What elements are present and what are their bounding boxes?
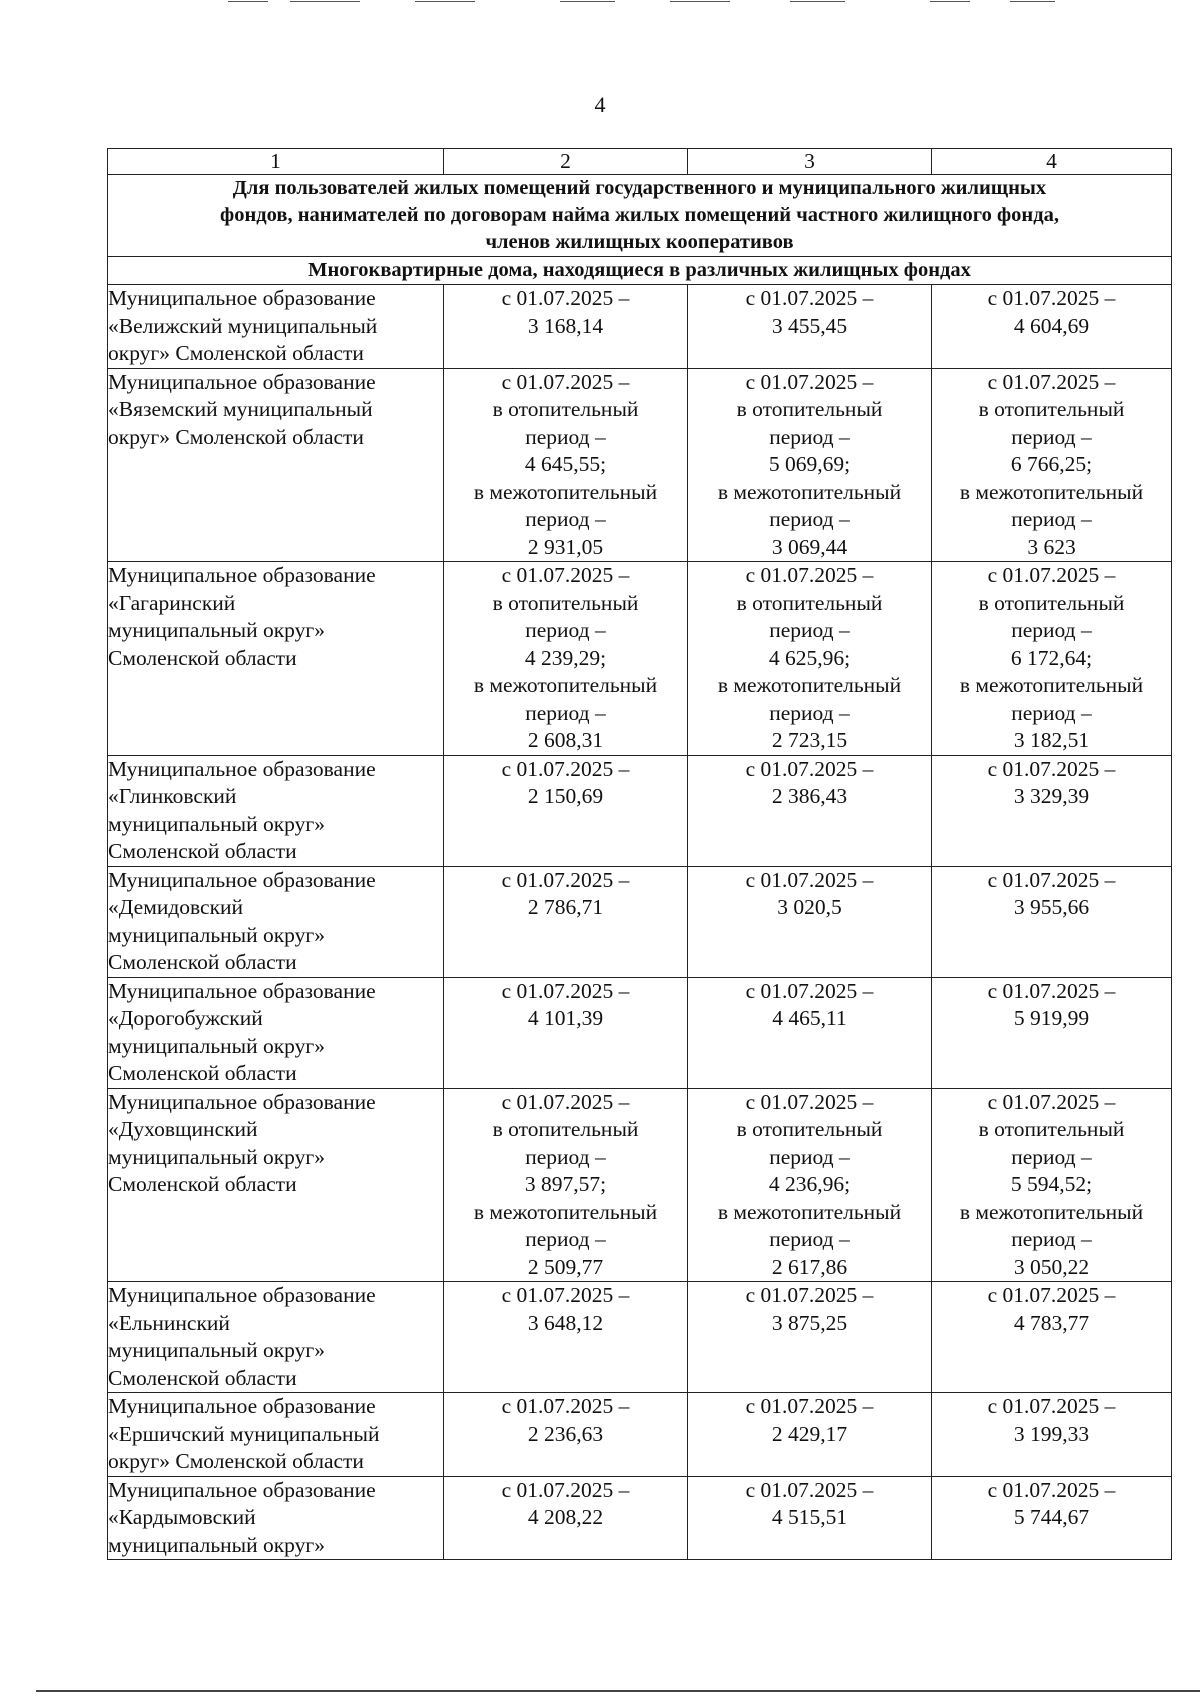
value-line: в отопительный	[492, 590, 639, 615]
municipality-name-line: Смоленской области	[108, 645, 297, 670]
table-row	[108, 1393, 1172, 1477]
value-line: период –	[525, 618, 606, 642]
value-line: с 01.07.2025 –	[987, 1477, 1116, 1502]
section-title-line: членов жилищных кооперативов	[485, 231, 794, 253]
municipality-name-cell	[108, 977, 444, 1088]
value-line: с 01.07.2025 –	[987, 1089, 1116, 1114]
value-line: 4 239,29;	[524, 645, 607, 670]
municipality-name-cell	[108, 285, 444, 369]
value-line: 6 766,25;	[1010, 452, 1093, 476]
value-line: с 01.07.2025 –	[501, 756, 630, 781]
value-line: с 01.07.2025 –	[987, 563, 1116, 587]
value-cell-col3	[688, 977, 932, 1088]
municipality-name-cell	[108, 1282, 444, 1393]
value-line: с 01.07.2025 –	[987, 978, 1116, 1003]
value-line: с 01.07.2025 –	[745, 369, 874, 394]
value-line: 4 625,96;	[768, 645, 851, 670]
value-line: с 01.07.2025 –	[745, 1477, 874, 1502]
value-line: 2 429,17	[771, 1421, 848, 1446]
value-line: 2 931,05	[527, 534, 604, 559]
value-line: период –	[1011, 1144, 1092, 1169]
value-line: с 01.07.2025 –	[987, 286, 1116, 310]
value-line: 4 465,11	[772, 1006, 847, 1030]
municipality-name-line: Смоленской области	[108, 1365, 297, 1390]
value-line: 2 608,31	[527, 728, 604, 752]
municipality-name-line: «Вяземский муниципальный	[108, 397, 373, 421]
section-title-line: Для пользователей жилых помещений государственного и муниципального жилищных	[232, 177, 1047, 199]
value-line: с 01.07.2025 –	[501, 286, 630, 310]
value-cell-col4	[932, 562, 1172, 756]
value-cell-col4	[932, 977, 1172, 1088]
value-line: в отопительный	[492, 1117, 639, 1141]
page-number: 4	[594, 92, 606, 117]
value-line: 4 645,55;	[524, 452, 607, 476]
column-number: 1	[108, 149, 444, 175]
municipality-name-cell	[108, 866, 444, 977]
value-line: 2 150,69	[527, 784, 604, 808]
value-line: в межотопительный	[717, 673, 902, 697]
value-cell-col2	[444, 368, 688, 562]
value-line: период –	[769, 1227, 850, 1251]
value-line: с 01.07.2025 –	[501, 978, 630, 1003]
column-number: 2	[444, 149, 688, 175]
municipality-name-cell	[108, 1393, 444, 1477]
municipality-name-line: «Дорогобужский	[108, 1006, 263, 1030]
municipality-name-line: муниципальный округ»	[108, 1532, 325, 1557]
value-line: в межотопительный	[959, 479, 1144, 504]
value-line: 4 515,51	[771, 1505, 848, 1529]
value-cell-col4	[932, 368, 1172, 562]
municipality-name-line: Муниципальное образование	[108, 978, 376, 1003]
value-line: 3 020,5	[777, 895, 842, 919]
value-line: с 01.07.2025 –	[745, 1283, 874, 1307]
value-cell-col3	[688, 1088, 932, 1282]
value-line: период –	[1011, 700, 1092, 725]
value-line: период –	[525, 700, 606, 725]
value-line: с 01.07.2025 –	[987, 1394, 1116, 1418]
value-line: с 01.07.2025 –	[501, 1283, 630, 1307]
municipality-name-line: Муниципальное образование	[108, 867, 376, 892]
municipality-name-line: Смоленской области	[108, 950, 297, 974]
municipality-name-line: Муниципальное образование	[108, 1283, 376, 1307]
value-line: 2 386,43	[771, 784, 848, 808]
value-cell-col3	[688, 1476, 932, 1560]
value-line: в межотопительный	[473, 1199, 658, 1224]
tariff-table-body	[108, 149, 1172, 1560]
subsection-title: Многоквартирные дома, находящиеся в различных жилищных фондах	[108, 257, 1172, 285]
value-line: 3 199,33	[1013, 1421, 1090, 1446]
value-line: с 01.07.2025 –	[745, 1394, 874, 1418]
municipality-name-line: «Кардымовский	[108, 1505, 256, 1529]
value-line: 5 069,69;	[768, 452, 851, 476]
value-cell-col3	[688, 1393, 932, 1477]
table-row	[108, 368, 1172, 562]
value-cell-col4	[932, 1476, 1172, 1560]
value-line: в отопительный	[978, 397, 1125, 421]
value-line: 3 168,14	[527, 313, 604, 338]
value-line: с 01.07.2025 –	[745, 978, 874, 1003]
value-line: 3 455,45	[771, 313, 848, 338]
municipality-name-line: Смоленской области	[108, 1172, 297, 1196]
table-row	[108, 755, 1172, 866]
municipality-name-line: «Гагаринский	[108, 590, 236, 615]
value-line: с 01.07.2025 –	[987, 867, 1116, 892]
column-number-row	[108, 149, 1172, 175]
municipality-name-line: «Духовщинский	[108, 1117, 258, 1141]
value-line: 3 875,25	[771, 1310, 848, 1335]
municipality-name-line: «Глинковский	[108, 784, 237, 808]
table-row	[108, 1088, 1172, 1282]
value-line: период –	[1011, 618, 1092, 642]
value-cell-col4	[932, 1088, 1172, 1282]
value-line: 3 329,39	[1013, 784, 1090, 808]
value-line: с 01.07.2025 –	[501, 369, 630, 394]
value-line: период –	[1011, 1227, 1092, 1251]
value-line: период –	[1011, 507, 1092, 531]
municipality-name-line: «Ершичский муниципальный	[108, 1421, 380, 1446]
value-cell-col4	[932, 1282, 1172, 1393]
municipality-name-line: Муниципальное образование	[108, 1089, 376, 1114]
value-line: 2 236,63	[527, 1421, 604, 1446]
municipality-name-line: муниципальный округ»	[108, 1033, 325, 1058]
value-line: в отопительный	[736, 1117, 883, 1141]
value-line: 3 897,57;	[524, 1172, 607, 1196]
table-row	[108, 562, 1172, 756]
value-line: период –	[769, 507, 850, 531]
value-line: с 01.07.2025 –	[501, 867, 630, 892]
municipality-name-line: Муниципальное образование	[108, 756, 376, 781]
municipality-name-line: Смоленской области	[108, 839, 297, 863]
value-line: 3 955,66	[1013, 895, 1090, 919]
value-line: 4 208,22	[527, 1505, 604, 1529]
value-line: с 01.07.2025 –	[501, 1394, 630, 1418]
value-line: период –	[769, 424, 850, 449]
value-cell-col2	[444, 1282, 688, 1393]
value-line: с 01.07.2025 –	[745, 563, 874, 587]
table-row	[108, 1282, 1172, 1393]
value-line: с 01.07.2025 –	[987, 369, 1116, 394]
value-line: 4 783,77	[1013, 1310, 1090, 1335]
municipality-name-line: округ» Смоленской области	[108, 341, 364, 365]
value-line: с 01.07.2025 –	[501, 1477, 630, 1502]
value-line: 2 723,15	[771, 728, 848, 752]
value-cell-col4	[932, 1393, 1172, 1477]
value-line: с 01.07.2025 –	[501, 563, 630, 587]
municipality-name-cell	[108, 755, 444, 866]
value-line: 5 919,99	[1013, 1006, 1090, 1030]
value-line: 3 648,12	[527, 1310, 604, 1335]
value-line: с 01.07.2025 –	[987, 1283, 1116, 1307]
value-line: 4 236,96;	[768, 1172, 851, 1196]
value-line: период –	[525, 1227, 606, 1251]
municipality-name-line: «Демидовский	[108, 895, 244, 919]
value-cell-col4	[932, 285, 1172, 369]
tariff-table	[107, 148, 1172, 1560]
value-cell-col3	[688, 285, 932, 369]
municipality-name-line: округ» Смоленской области	[108, 1449, 364, 1473]
value-line: в межотопительный	[473, 479, 658, 504]
municipality-name-line: муниципальный округ»	[108, 1144, 325, 1169]
value-line: 6 172,64;	[1010, 645, 1093, 670]
value-line: 5 594,52;	[1010, 1172, 1093, 1196]
value-line: 3 623	[1027, 534, 1076, 559]
value-line: в отопительный	[978, 1117, 1125, 1141]
value-line: 2 786,71	[527, 895, 604, 919]
value-line: период –	[525, 424, 606, 449]
value-line: в межотопительный	[473, 673, 658, 697]
value-line: с 01.07.2025 –	[745, 1089, 874, 1114]
value-line: в межотопительный	[959, 673, 1144, 697]
table-row	[108, 866, 1172, 977]
municipality-name-line: Муниципальное образование	[108, 1394, 376, 1418]
municipality-name-line: муниципальный округ»	[108, 922, 325, 947]
municipality-name-line: округ» Смоленской области	[108, 424, 364, 449]
municipality-name-cell	[108, 562, 444, 756]
value-cell-col4	[932, 755, 1172, 866]
value-line: 3 050,22	[1013, 1254, 1090, 1279]
municipality-name-line: муниципальный округ»	[108, 1338, 325, 1362]
value-line: 2 617,86	[771, 1254, 848, 1279]
value-line: в межотопительный	[717, 1199, 902, 1224]
value-line: период –	[769, 700, 850, 725]
value-line: 4 604,69	[1013, 313, 1090, 338]
value-cell-col2	[444, 285, 688, 369]
value-cell-col3	[688, 755, 932, 866]
value-line: с 01.07.2025 –	[987, 756, 1116, 781]
value-line: период –	[525, 507, 606, 531]
municipality-name-line: Муниципальное образование	[108, 286, 376, 310]
section-title	[108, 175, 1172, 257]
value-line: период –	[525, 1144, 606, 1169]
value-cell-col3	[688, 562, 932, 756]
value-line: в отопительный	[736, 590, 883, 615]
municipality-name-cell	[108, 1476, 444, 1560]
value-line: в межотопительный	[717, 479, 902, 504]
value-line: период –	[769, 1144, 850, 1169]
subsection-title-row	[108, 257, 1172, 285]
value-line: период –	[1011, 424, 1092, 449]
value-cell-col2	[444, 1393, 688, 1477]
scan-bottom-edge	[36, 1690, 1200, 1692]
value-line: в межотопительный	[959, 1199, 1144, 1224]
municipality-name-line: Муниципальное образование	[108, 1477, 376, 1502]
column-number: 4	[932, 149, 1172, 175]
value-line: с 01.07.2025 –	[745, 756, 874, 781]
value-line: 3 182,51	[1013, 728, 1090, 752]
section-title-row	[108, 175, 1172, 257]
municipality-name-line: Муниципальное образование	[108, 369, 376, 394]
value-cell-col3	[688, 866, 932, 977]
municipality-name-line: Муниципальное образование	[108, 563, 376, 587]
value-line: 2 509,77	[527, 1254, 604, 1279]
municipality-name-line: «Ельнинский	[108, 1310, 230, 1335]
value-line: с 01.07.2025 –	[501, 1089, 630, 1114]
value-cell-col2	[444, 1476, 688, 1560]
value-cell-col3	[688, 368, 932, 562]
table-row	[108, 285, 1172, 369]
value-cell-col4	[932, 866, 1172, 977]
municipality-name-cell	[108, 368, 444, 562]
scan-top-edge	[0, 0, 1200, 6]
value-cell-col2	[444, 866, 688, 977]
value-line: в отопительный	[492, 397, 639, 421]
value-cell-col2	[444, 562, 688, 756]
municipality-name-line: Смоленской области	[108, 1061, 297, 1085]
value-line: 3 069,44	[771, 534, 848, 559]
value-cell-col2	[444, 1088, 688, 1282]
value-line: 5 744,67	[1013, 1505, 1090, 1529]
value-line: период –	[769, 618, 850, 642]
municipality-name-line: муниципальный округ»	[108, 811, 325, 836]
value-cell-col2	[444, 977, 688, 1088]
table-row	[108, 1476, 1172, 1560]
value-line: 4 101,39	[527, 1006, 604, 1030]
value-line: с 01.07.2025 –	[745, 867, 874, 892]
municipality-name-line: муниципальный округ»	[108, 618, 325, 642]
municipality-name-line: «Велижский муниципальный	[108, 313, 378, 338]
value-cell-col2	[444, 755, 688, 866]
municipality-name-cell	[108, 1088, 444, 1282]
value-line: в отопительный	[978, 590, 1125, 615]
column-number: 3	[688, 149, 932, 175]
value-line: в отопительный	[736, 397, 883, 421]
value-cell-col3	[688, 1282, 932, 1393]
table-row	[108, 977, 1172, 1088]
section-title-line: фондов, нанимателей по договорам найма жилых помещений частного жилищного фонда,	[220, 204, 1059, 226]
value-line: с 01.07.2025 –	[745, 286, 874, 310]
